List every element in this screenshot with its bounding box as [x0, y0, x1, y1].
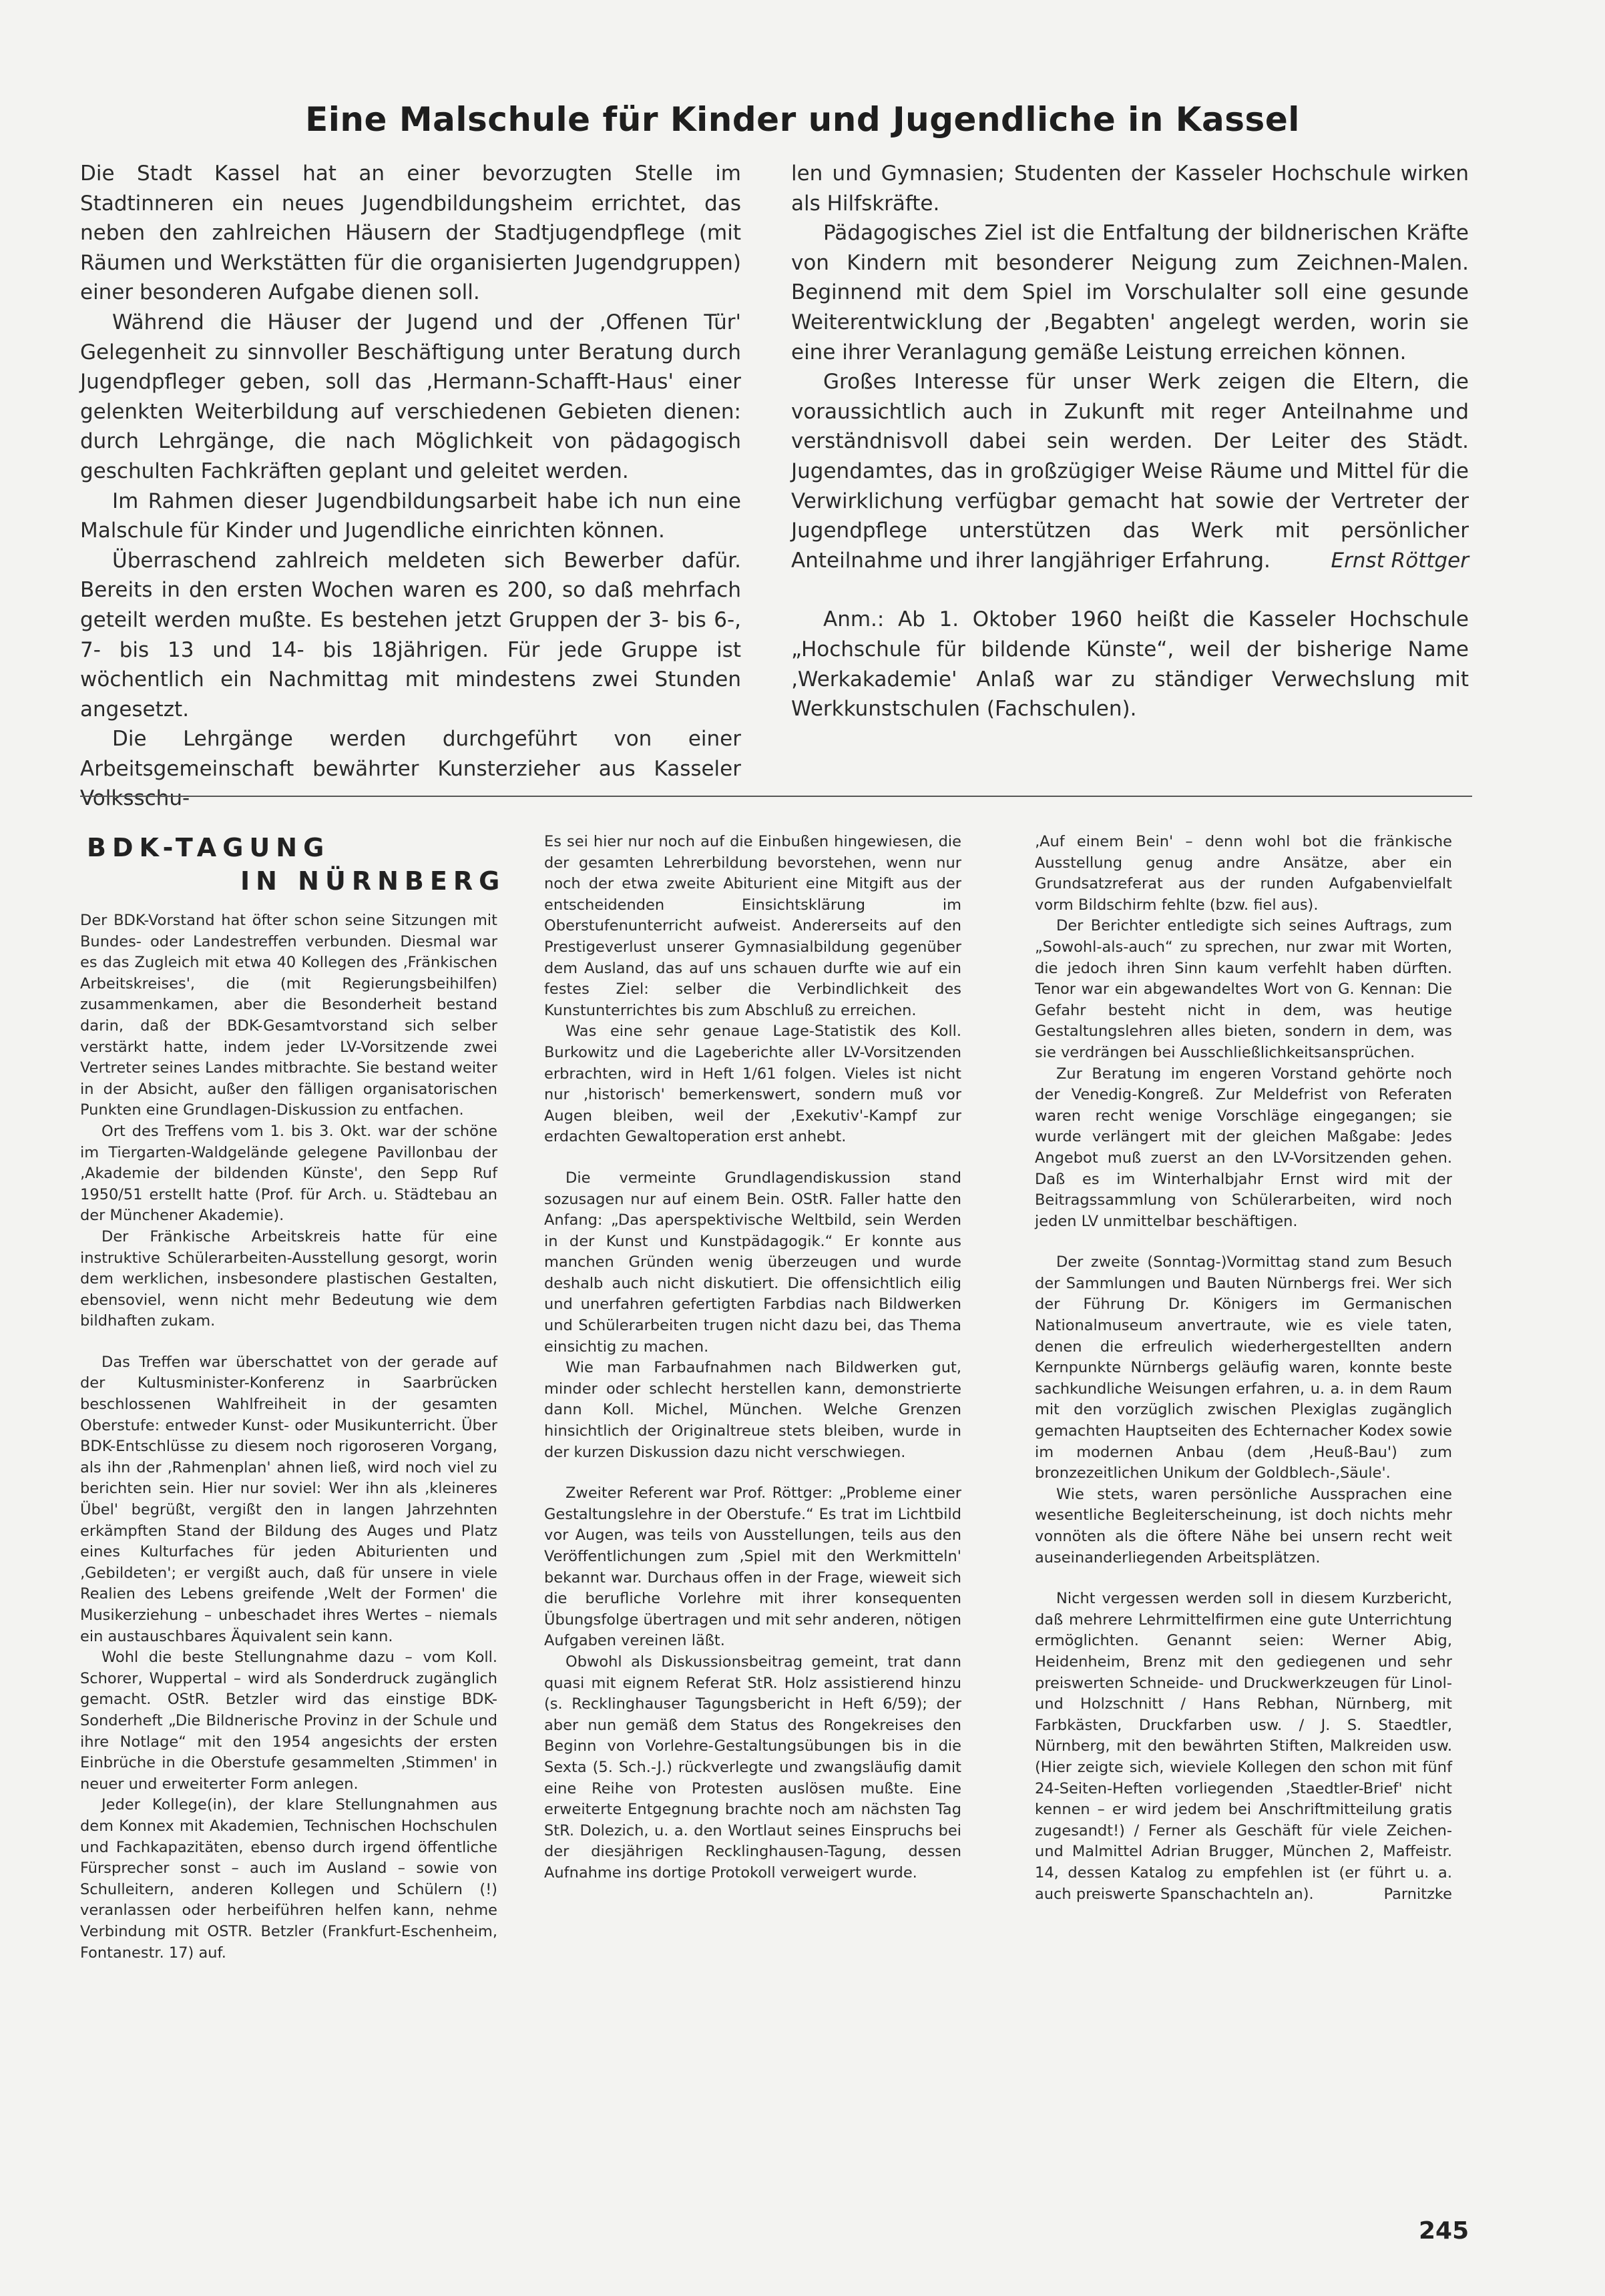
page-number: 245	[1419, 2217, 1469, 2245]
paragraph	[1035, 1589, 1452, 1905]
paragraph: Ort des Treffens vom 1. bis 3. Okt. war der schöne im Tiergarten-Waldgelände gelegene Pavillonbau der ‚Akademie der bildenden Künste', den Sepp Ruf 1950/51 erstellt hatte (Prof. für Arch. u. Städtebau an der Münchener Akademie).	[80, 1122, 497, 1225]
bdk-column-1	[80, 910, 497, 1964]
paragraph: Der zweite (Sonntag-)Vormittag stand zum Besuch der Sammlungen und Bauten Nürnbergs frei. Wer sich der Führung Dr. Königers im Germanischen Nationalmuseum anvertraute, wie es viele taten, denen die erfreulich wiederhergestellten andern Kernpunkte Nürnbergs geläufig waren, konnte beste sachkundliche Weisungen erfahren, u. a. in dem Raum mit den vorzüglich zwischen Plexiglas zugänglich gemachten Hauptseiten des Echternacher Kodex sowie im modernen Anbau (dem ‚Heuß-Bau') zum bronzezeitlichen Unikum der Goldblech-‚Säule'.	[1035, 1253, 1452, 1482]
article-title: Eine Malschule für Kinder und Jugendliche in Kassel	[305, 100, 1300, 139]
paragraph: Was eine sehr genaue Lage-Statistik des Koll. Burkowitz und die Lageberichte aller LV-Vorsitzenden erbrachten, wird in Heft 1/61 folgen. Vieles ist nicht nur ‚historisch' bemerkenswert, sondern muß vor Augen bleiben, weil der ‚Exekutiv'-Kampf zur erdachten Gewaltoperation erst anhebt.	[544, 1023, 961, 1146]
paragraph: Wie stets, waren persönliche Aussprachen eine wesentliche Begleiterscheinung, ist doch nichts mehr vonnöten als die öftere Nähe bei unsern recht weit auseinanderliegenden Arbeitsplätzen.	[1035, 1485, 1452, 1566]
paragraph: Es sei hier nur noch auf die Einbußen hingewiesen, die der gesamten Lehrerbildung bevorstehen, wenn nur noch der etwa zweite Abiturient eine Mitgift aus der entscheidenden Einsichtsklärung im Oberstufenunterricht aufweist. Andererseits auf den Prestigeverlust unserer Gymnasialbildung gegenüber dem Ausland, das auf uns schauen durfte wie auf ein festes Ziel: selber die Verbindlichkeit des Kunstunterrichtes bis zum Abschluß zu erreichen.	[544, 833, 961, 1019]
paragraph: Wohl die beste Stellungnahme dazu – vom Koll. Schorer, Wuppertal – wird als Sonderdruck zugänglich gemacht. OStR. Betzler wird das einstige BDK-Sonderheft „Die Bildnerische Provinz in der Schule und ihre Notlage“ mit den 1954 angesichts der ersten Einbrüche in die Oberstufe gesammelten ‚Stimmen' in neuer und erweiterter Form anlegen.	[80, 1649, 497, 1793]
paragraph: ‚Auf einem Bein' – denn wohl bot die fränkische Ausstellung genug andre Ansätze, aber ein Grundsatzreferat aus der runden Aufgabenvielfalt vorm Bildschirm fehlte (bzw. fiel aus).	[1035, 833, 1452, 914]
bdk-column-2	[544, 832, 961, 1884]
article-column-1	[80, 159, 741, 814]
paragraph: Überraschend zahlreich meldeten sich Bewerber dafür. Bereits in den ersten Wochen waren es 200, so daß mehrfach geteilt werden mußte. Es bestehen jetzt Gruppen der 3- bis 6-, 7- bis 13 und 14- bis 18jährigen. Für jede Gruppe ist wöchentlich ein Nachmittag mit mindestens zwei Stunden angesetzt.	[80, 548, 741, 722]
author-signature: Ernst Röttger	[1331, 548, 1469, 573]
paragraph: Wie man Farbaufnahmen nach Bildwerken gut, minder oder schlecht herstellen kann, demonstrierte dann Koll. Michel, München. Welche Grenzen hinsichtlich der Originaltreue stets bleiben, wurde in der kurzen Diskussion dazu nicht verschwiegen.	[544, 1359, 961, 1461]
paragraph: Die Lehrgänge werden durchgeführt von einer Arbeitsgemeinschaft bewährter Kunsterzieher aus Kasseler Volksschu-	[80, 727, 741, 811]
section-divider	[80, 796, 1472, 797]
paragraph: Die Stadt Kassel hat an einer bevorzugten Stelle im Stadtinneren ein neues Jugendbildungsheim errichtet, das neben den zahlreichen Häusern der Stadtjugendpflege (mit Räumen und Werkstätten für die organisierten Jugendgruppen) einer besonderen Aufgabe dienen soll.	[80, 162, 741, 305]
section-heading-line1: BDK-TAGUNG	[87, 833, 330, 862]
section-heading-line2: IN NÜRNBERG	[240, 866, 506, 896]
paragraph: Die vermeinte Grundlagendiskussion stand sozusagen nur auf einem Bein. OStR. Faller hatte den Anfang: „Das aperspektivische Weltbild, sein Werden in der Kunst und Kunstpädagogik.“ Er konnte aus manchen Gründen wenig überzeugen und wurde deshalb auch nicht diskutiert. Die offensichtlich eilig und unerfahren gefertigten Farbdias nach Bildwerken und Schülerarbeiten trugen nicht dazu bei, das Thema einsichtig zu machen.	[544, 1169, 961, 1356]
paragraph: Jeder Kollege(in), der klare Stellungnahmen aus dem Konnex mit Akademien, Technischen Hochschulen und Fachkapazitäten, ebenso durch irgend öffentliche Fürsprecher sonst – auch im Ausland – sowie von Schulleitern, anderen Kollegen und Schülern (!) veranlassen oder herbeiführen helfen kann, nehme Verbindung mit OSTR. Betzler (Frankfurt-Eschenheim, Fontanestr. 17) auf.	[80, 1796, 497, 1962]
footnote: Anm.: Ab 1. Oktober 1960 heißt die Kasseler Hochschule „Hochschule für bildende Künste“, weil der bisherige Name ‚Werkakademie' Anlaß war zu ständiger Verwechslung mit Werkkunstschulen (Fachschulen).	[791, 607, 1469, 722]
paragraph-text: Nicht vergessen werden soll in diesem Kurzbericht, daß mehrere Lehrmittelfirmen eine gute Unterrichtung ermöglichten. Genannt seien: Werner Abig, Heidenheim, Brenz mit den gediegenen und sehr preiswerten Schneide- und Druckwerkzeugen für Linol- und Holzschnitt / Hans Rebhan, Nürnberg, mit Farbkästen, Druckfarben usw. / J. S. Staedtler, Nürnberg, mit den bewährten Stiften, Malkreiden usw. (Hier zeigte sich, wieviele Kollegen den schon mit fünf 24-Seiten-Heften vorliegenden ‚Staedtler-Brief' nicht kennen – er wird jedem bei Anschriftmitteilung gratis zugesandt!) / Ferner als Geschäft für viele Zeichen- und Malmittel Adrian Brugger, München 2, Maffeistr. 14, dessen Katalog zu empfehlen ist (er führt u. a. auch preiswerte Spanschachteln an).	[1035, 1590, 1452, 1903]
author-signature: Parnitzke	[1383, 1885, 1452, 1903]
bdk-column-3	[1035, 832, 1452, 1905]
paragraph	[791, 367, 1469, 575]
paragraph: Pädagogisches Ziel ist die Entfaltung der bildnerischen Kräfte von Kindern mit besonderer Neigung zum Zeichnen-Malen. Beginnend mit dem Spiel im Vorschulalter soll eine gesunde Weiterentwicklung der ‚Begabten' angelegt werden, worin sie eine ihrer Veranlagung gemäße Leistung erreichen können.	[791, 221, 1469, 364]
paragraph-text: Großes Interesse für unser Werk zeigen die Eltern, die voraussichtlich auch in Zukunft mit reger Anteilnahme und verständnisvoll dabei sein werden. Der Leiter des Städt. Jugendamtes, das in großzügiger Weise Räume und Mittel für die Verwirklichung verfügbar gemacht hat sowie der Vertreter der Jugendpflege unterstützen das Werk mit persönlicher Anteilnahme und ihrer langjähriger Erfahrung.	[791, 370, 1469, 573]
paragraph: len und Gymnasien; Studenten der Kasseler Hochschule wirken als Hilfskräfte.	[791, 162, 1469, 216]
paragraph: Während die Häuser der Jugend und der ‚Offenen Tür' Gelegenheit zu sinnvoller Beschäftigung unter Beratung durch Jugendpfleger geben, soll das ‚Hermann-Schafft-Haus' einer gelenkten Weiterbildung auf verschiedenen Gebieten dienen: durch Lehrgänge, die nach Möglichkeit von pädagogisch geschulten Fachkräften geplant und geleitet werden.	[80, 310, 741, 483]
paragraph: Obwohl als Diskussionsbeitrag gemeint, trat dann quasi mit eignem Referat StR. Holz assistierend hinzu (s. Recklinghauser Tagungsbericht in Heft 6/59); der aber nun gemäß dem Status des Rongekreises den Beginn von Vorlehre-Gestaltungsübungen bis in die Sexta (5. Sch.-J.) rückverlegte und zwangsläufig damit eine Reihe von Protesten auslösen mußte. Eine erweiterte Entgegnung brachte noch am nächsten Tag StR. Dolezich, u. a. den Wortlaut seines Einspruchs bei der diesjährigen Recklinghausen-Tagung, dessen Aufnahme ins dortige Protokoll verweigert wurde.	[544, 1653, 961, 1882]
paragraph: Zur Beratung im engeren Vorstand gehörte noch der Venedig-Kongreß. Zur Meldefrist von Referaten waren recht wenige Vorschläge eingegangen; sie wurde verlängert mit der gleichen Maßgabe: Jedes Angebot muß zuerst an den LV-Vorsitzenden gehen. Daß es im Winterhalbjahr Ernst wird mit der Beitragssammlung von Schülerarbeiten, wird noch jeden LV unmittelbar beschäftigen.	[1035, 1065, 1452, 1230]
paragraph: Der Berichter entledigte sich seines Auftrags, zum „Sowohl-als-auch“ zu sprechen, nur zwar mit Worten, die jedoch ihren Sinn kaum verfehlt haben dürften. Tenor war ein abgewandeltes Wort von G. Kennan: Die Gefahr besteht nicht in dem, was heutige Gestaltungslehren alles bieten, sondern in dem, was sie verdrängen bei Ausschließlichkeitsansprüchen.	[1035, 917, 1452, 1061]
paragraph: Der BDK-Vorstand hat öfter schon seine Sitzungen mit Bundes- oder Landestreffen verbunden. Diesmal war es das Zugleich mit etwa 40 Kollegen des ‚Fränkischen Arbeitskreises', die (mit Regierungsbeihilfen) zusammenkamen, aber die Besonderheit bestand darin, daß der BDK-Gesamtvorstand sich selber verstärkt hatte, indem jeder LV-Vorsitzende zwei Vertreter seines Landes mitbrachte. Sie bestand weiter in der Absicht, außer den fälligen organisatorischen Punkten eine Grundlagen-Diskussion zu entfachen.	[80, 912, 497, 1119]
paragraph: Im Rahmen dieser Jugendbildungsarbeit habe ich nun eine Malschule für Kinder und Jugendliche einrichten können.	[80, 489, 741, 543]
article-column-2	[791, 159, 1469, 724]
paragraph: Der Fränkische Arbeitskreis hatte für eine instruktive Schülerarbeiten-Ausstellung gesorgt, worin dem werklichen, insbesondere plastischen Gestalten, ebensoviel, wenn nicht mehr Bedeutung wie dem bildhaften zukam.	[80, 1227, 497, 1330]
paragraph: Das Treffen war überschattet von der gerade auf der Kultusminister-Konferenz in Saarbrücken beschlossenen Wahlfreiheit in der gesamten Oberstufe: entweder Kunst- oder Musikunterricht. Über BDK-Entschlüsse zu diesem noch rigoroseren Vorgang, als ihn der ‚Rahmenplan' ahnen ließ, wird noch viel zu berichten sein. Hier nur soviel: Wer ihn als ‚kleineres Übel' begrüßt, vergißt den in langen Jahrzehnten erkämpften Stand der Bildung des Auges und Platz eines Kulturfaches für jeden Abiturienten und ‚Gebildeten'; er vergißt auch, daß für unsere in viele Realien des Lebens greifende ‚Welt der Formen' die Musikerziehung – unbeschadet ihres Wertes – niemals ein austauschbares Äquivalent sein kann.	[80, 1353, 497, 1645]
paragraph: Zweiter Referent war Prof. Röttger: „Probleme einer Gestaltungslehre in der Oberstufe.“ Es trat im Lichtbild vor Augen, was teils von Ausstellungen, teils aus den Veröffentlichungen zum ‚Spiel mit den Werkmitteln' bekannt war. Durchaus offen in der Frage, wieweit sich die berufliche Vorlehre mit ihrer konsequenten Übungsfolge übertragen und mit sehr anderen, nötigen Aufgaben vereinen läßt.	[544, 1484, 961, 1650]
